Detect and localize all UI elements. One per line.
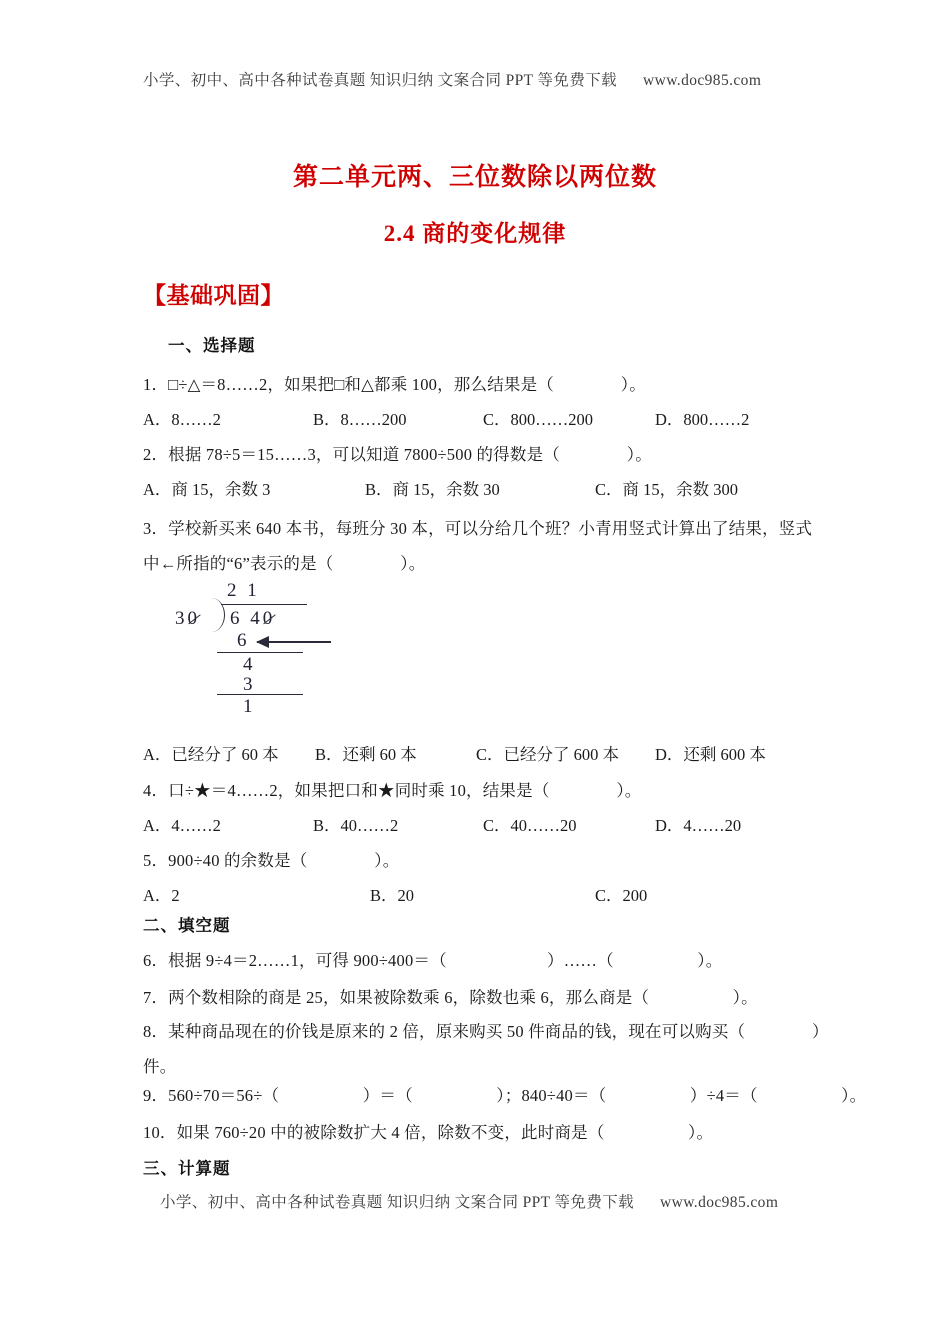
divisor-digit: 3 (175, 608, 188, 629)
question-4-stem: 4．口÷★＝4……2，如果把口和★同时乘 10，结果是（ ）。 (143, 781, 642, 800)
question-1-option-a[interactable]: A．8……2 (143, 410, 221, 429)
question-3-option-d[interactable]: D．还剩 600 本 (655, 745, 766, 764)
running-head-text: 小学、初中、高中各种试卷真题 知识归纳 文案合同 PPT 等免费下载 (143, 72, 618, 89)
question-5-stem: 5．900÷40 的余数是（ ）。 (143, 851, 400, 870)
question-1-stem: 1．□÷△＝8……2，如果把□和△都乘 100，那么结果是（ ）。 (143, 375, 646, 394)
division-step-value-1: 4 (243, 654, 256, 675)
long-division-figure (175, 580, 365, 717)
running-foot (160, 1190, 840, 1212)
running-head (143, 68, 823, 90)
question-10: 10．如果 760÷20 中的被除数扩大 4 倍，除数不变，此时商是（ ）。 (143, 1123, 714, 1142)
question-4-option-b[interactable]: B．40……2 (313, 816, 399, 835)
question-3-option-c[interactable]: C．已经分了 600 本 (476, 745, 620, 764)
division-subtraction-rule-2 (217, 694, 303, 695)
section-heading-fill-in-blank: 二、填空题 (143, 916, 231, 935)
question-9: 9．560÷70＝56÷（ ）＝（ ）；840÷40＝（ ）÷4＝（ ）。 (143, 1086, 867, 1105)
running-head-url: www.doc985.com (643, 72, 762, 89)
division-partial-product: 6 (237, 630, 250, 651)
question-4-option-d[interactable]: D．4……20 (655, 816, 742, 835)
question-3-stem: 3．学校新买来 640 本书，每班分 30 本，可以分给几个班？小青用竖式计算出了结果，竖式中←所指的“6”表示的是（ ）。 (143, 519, 813, 573)
question-8: 8．某种商品现在的价钱是原来的 2 倍，原来购买 50 件商品的钱，现在可以购买（ ）件。 (143, 1022, 821, 1076)
question-2-stem: 2．根据 78÷5＝15……3，可以知道 7800÷500 的得数是（ ）。 (143, 445, 652, 464)
question-2-option-a[interactable]: A．商 15，余数 3 (143, 480, 271, 499)
division-quotient: 2 1 (227, 580, 260, 601)
unit-title: 第二单元两、三位数除以两位数 (292, 164, 657, 191)
question-5-option-a[interactable]: A．2 (143, 886, 180, 905)
division-vinculum (221, 604, 307, 605)
question-1-option-b[interactable]: B．8……200 (313, 410, 407, 429)
question-1-option-c[interactable]: C．800……200 (483, 410, 594, 429)
running-foot-text: 小学、初中、高中各种试卷真题 知识归纳 文案合同 PPT 等免费下载 (160, 1194, 635, 1211)
question-5-option-c[interactable]: C．200 (595, 886, 648, 905)
question-2-option-b[interactable]: B．商 15，余数 30 (365, 480, 500, 499)
division-step-value-2: 3 (243, 674, 256, 695)
question-6: 6．根据 9÷4＝2……1，可得 900÷400＝（ ）……（ ）。 (143, 951, 723, 970)
dividend-struck-zero: 0 (262, 608, 276, 629)
question-4-option-c[interactable]: C．40……20 (483, 816, 577, 835)
divisor-struck-zero: 0 (187, 608, 200, 629)
section-heading-multiple-choice: 一、选择题 (168, 336, 256, 355)
question-2-option-c[interactable]: C．商 15，余数 300 (595, 480, 739, 499)
question-7: 7．两个数相除的商是 25，如果被除数乘 6，除数也乘 6，那么商是（ ）。 (143, 988, 758, 1007)
section-basic-practice-heading: 【基础巩固】 (143, 283, 284, 308)
division-subtraction-rule-1 (217, 652, 303, 653)
running-foot-url: www.doc985.com (660, 1194, 779, 1211)
division-final-remainder: 1 (243, 696, 256, 717)
section-heading-calculation: 三、计算题 (143, 1159, 231, 1178)
dividend-digits: 6 4 (230, 608, 263, 629)
question-1-option-d[interactable]: D．800……2 (655, 410, 750, 429)
question-4-option-a[interactable]: A．4……2 (143, 816, 221, 835)
question-5-option-b[interactable]: B．20 (370, 886, 415, 905)
division-divisor (175, 608, 200, 630)
question-3-option-a[interactable]: A．已经分了 60 本 (143, 745, 279, 764)
division-dividend (230, 608, 275, 630)
left-arrow-icon (257, 641, 331, 643)
lesson-title: 2.4 商的变化规律 (383, 221, 567, 246)
question-3-option-b[interactable]: B．还剩 60 本 (315, 745, 417, 764)
